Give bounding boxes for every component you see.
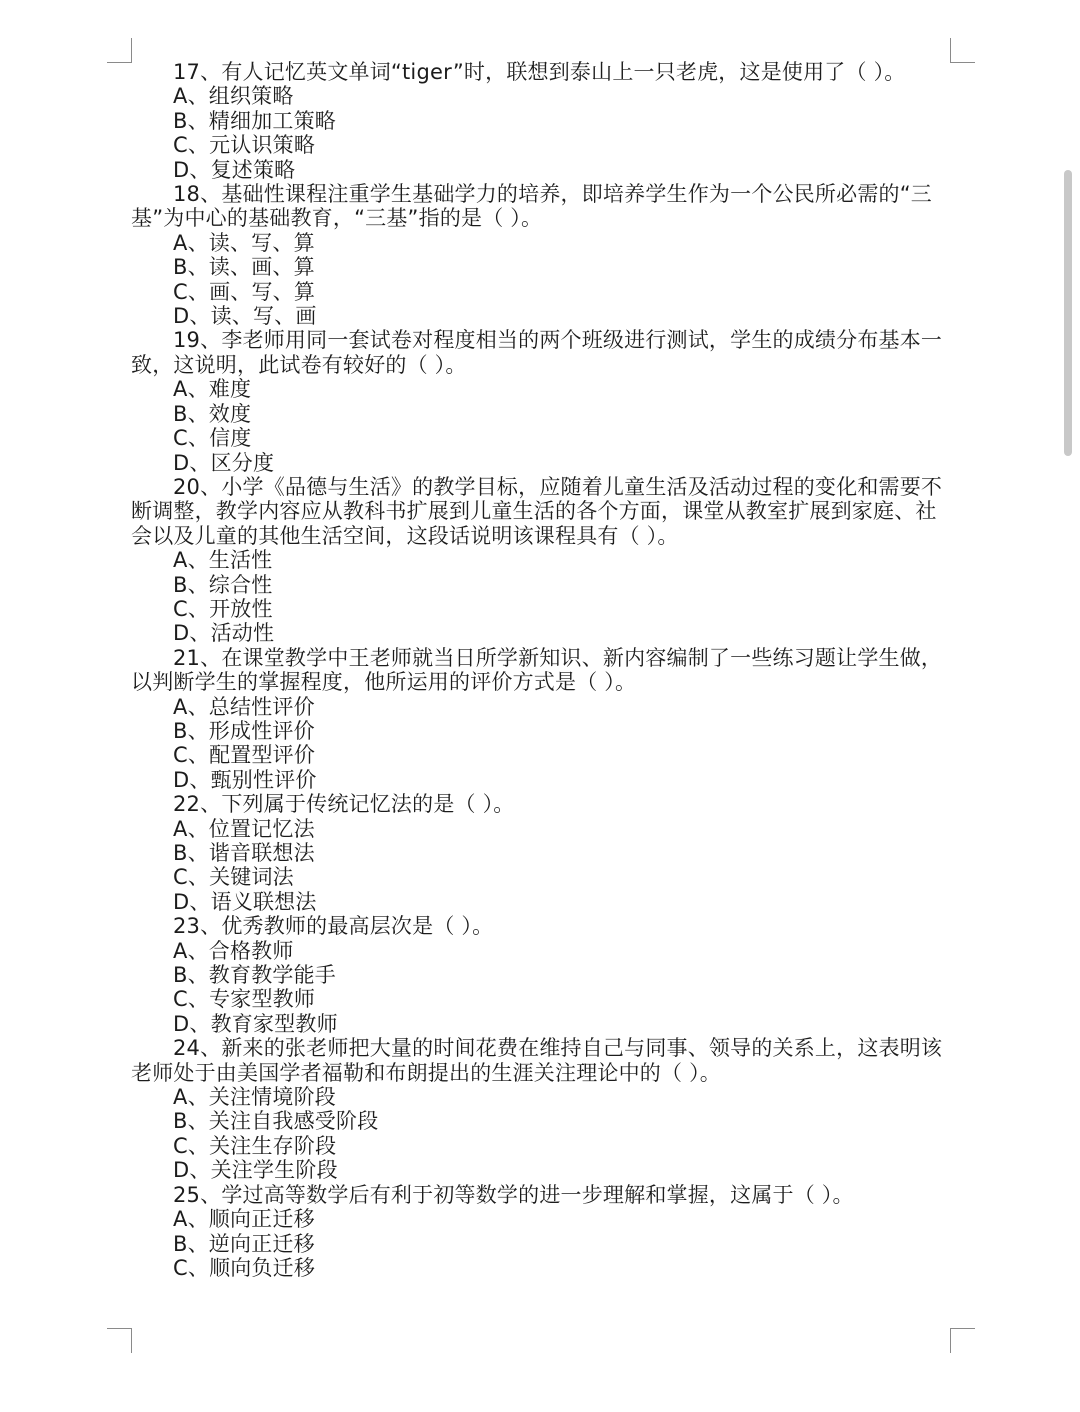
option-19d: D、区分度 <box>173 450 275 475</box>
option-23c: C、专家型教师 <box>173 987 316 1012</box>
option-17b: B、精细加工策略 <box>173 108 337 133</box>
question-24: 24、新来的张老师把大量的时间花费在维持自己与同事、领导的关系上，这表明该老师处于由美国学者福勒和布朗提出的生涯关注理论中的（ ）。 <box>131 1036 943 1085</box>
option-20d: D、活动性 <box>173 621 275 646</box>
option-22b: B、谐音联想法 <box>173 841 315 865</box>
question-20: 20、小学《品德与生活》的教学目标，应随着儿童生活及活动过程的变化和需要不断调整，教学内容应从教科书扩展到儿童生活的各个方面，课堂从教室扩展到家庭、社会以及儿童的其他生活空间，这段话说明该课程具有（ ）。 <box>131 474 943 548</box>
option-23a: A、合格教师 <box>173 938 294 963</box>
option-18b: B、读、画、算 <box>173 255 315 280</box>
question-22: 22、下列属于传统记忆法的是（ ）。 <box>173 792 515 817</box>
option-21b: B、形成性评价 <box>173 718 315 743</box>
option-19c: C、信度 <box>173 426 252 451</box>
option-25a: A、顺向正迁移 <box>173 1207 315 1232</box>
option-19a: A、难度 <box>173 377 252 402</box>
option-24b: B、关注自我感受阶段 <box>173 1109 379 1134</box>
option-18c: C、画、写、算 <box>173 279 316 304</box>
option-23b: B、教育教学能手 <box>173 963 337 988</box>
option-24d: D、关注学生阶段 <box>173 1158 338 1183</box>
crop-mark-bottom-right <box>950 1328 975 1353</box>
option-22d: D、语义联想法 <box>173 889 317 914</box>
option-24c: C、关注生存阶段 <box>173 1133 337 1158</box>
question-19: 19、李老师用同一套试卷对程度相当的两个班级进行测试，学生的成绩分布基本一致，这说明，此试卷有较好的（ ）。 <box>131 328 943 377</box>
option-19b: B、效度 <box>173 401 252 426</box>
option-23d: D、教育家型教师 <box>173 1011 338 1036</box>
option-20b: B、综合性 <box>173 572 273 597</box>
option-17d: D、复述策略 <box>173 157 296 182</box>
question-17: 17、有人记忆英文单词“tiger”时，联想到泰山上一只老虎，这是使用了（ ）。 <box>173 60 906 84</box>
question-21: 21、在课堂教学中王老师就当日所学新知识、新内容编制了一些练习题让学生做，以判断学生的掌握程度，他所运用的评价方式是（ ）。 <box>131 645 943 695</box>
question-23: 23、优秀教师的最高层次是（ ）。 <box>173 914 494 939</box>
option-18a: A、读、写、算 <box>173 230 315 255</box>
crop-mark-top-right <box>950 38 975 63</box>
option-25b: B、逆向正迁移 <box>173 1231 315 1256</box>
crop-mark-top-left <box>107 38 132 63</box>
option-17a: A、组织策略 <box>173 84 294 109</box>
option-25c: C、顺向负迁移 <box>173 1255 316 1280</box>
option-21a: A、总结性评价 <box>173 694 315 719</box>
question-list <box>131 60 946 1280</box>
option-17c: C、元认识策略 <box>173 133 316 158</box>
option-21d: D、甄别性评价 <box>173 767 317 792</box>
question-18: 18、基础性课程注重学生基础学力的培养，即培养学生作为一个公民所必需的“三基”为中心的基础教育，“三基”指的是（ ）。 <box>131 182 932 231</box>
option-22c: C、关键词法 <box>173 865 294 890</box>
option-18d: D、读、写、画 <box>173 304 317 329</box>
option-21c: C、配置型评价 <box>173 743 316 768</box>
option-24a: A、关注情境阶段 <box>173 1085 336 1110</box>
option-20c: C、开放性 <box>173 596 273 621</box>
scrollbar-thumb[interactable] <box>1064 170 1072 456</box>
crop-mark-bottom-left <box>107 1328 132 1353</box>
option-20a: A、生活性 <box>173 548 273 573</box>
question-25: 25、学过高等数学后有利于初等数学的进一步理解和掌握，这属于（ ）。 <box>173 1182 854 1207</box>
option-22a: A、位置记忆法 <box>173 816 315 841</box>
